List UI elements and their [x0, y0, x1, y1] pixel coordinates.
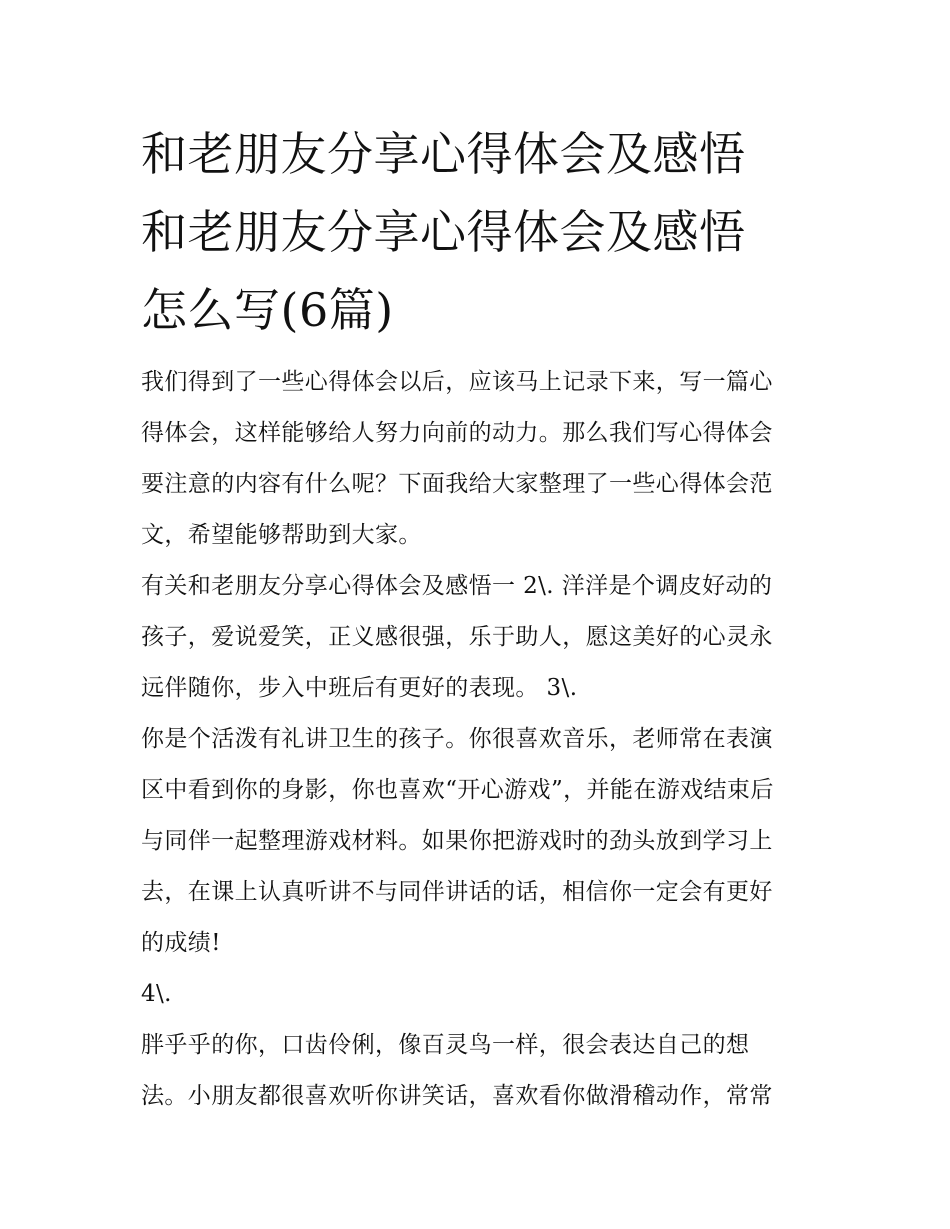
- paragraph-section-one: [141, 561, 813, 714]
- paragraph-comment-3: [141, 714, 813, 969]
- text-line: 的成绩!: [141, 930, 221, 956]
- text-line: 胖乎乎的你，口齿伶俐，像百灵鸟一样，很会表达自己的想: [141, 1032, 750, 1058]
- text-line: 区中看到你的身影，你也喜欢“开心游戏”，并能在游戏结束后: [141, 777, 774, 803]
- title-line: 和老朋友分享心得体会及感悟: [141, 205, 746, 259]
- text-line: 我们得到了一些心得体会以后，应该马上记录下来，写一篇心: [141, 369, 773, 395]
- text-line: 法。小朋友都很喜欢听你讲笑话，喜欢看你做滑稽动作，常常: [141, 1083, 773, 1109]
- text-line: 与同伴一起整理游戏材料。如果你把游戏时的劲头放到学习上: [141, 828, 773, 854]
- text-line: 4\.: [141, 981, 172, 1007]
- document-title: [141, 115, 813, 349]
- title-line: 和老朋友分享心得体会及感悟: [141, 127, 746, 181]
- document-page: [141, 115, 813, 1122]
- text-line: 文，希望能够帮助到大家。: [141, 522, 422, 548]
- document-body: [141, 357, 813, 1122]
- text-line: 你是个活泼有礼讲卫生的孩子。你很喜欢音乐，老师常在表演: [141, 726, 773, 752]
- text-line: 得体会，这样能够给人努力向前的动力。那么我们写心得体会: [141, 420, 773, 446]
- title-line: 怎么写(6篇): [141, 283, 394, 337]
- text-line: 远伴随你，步入中班后有更好的表现。 3\.: [141, 675, 578, 701]
- text-line: 有关和老朋友分享心得体会及感悟一 2\. 洋洋是个调皮好动的: [141, 573, 773, 599]
- paragraph-comment-4: [141, 1020, 813, 1122]
- text-line: 要注意的内容有什么呢？下面我给大家整理了一些心得体会范: [141, 471, 773, 497]
- text-line: 孩子，爱说爱笑，正义感很强，乐于助人，愿这美好的心灵永: [141, 624, 773, 650]
- paragraph-number-4: [141, 969, 813, 1020]
- text-line: 去，在课上认真听讲不与同伴讲话的话，相信你一定会有更好: [141, 879, 773, 905]
- paragraph-intro: [141, 357, 813, 561]
